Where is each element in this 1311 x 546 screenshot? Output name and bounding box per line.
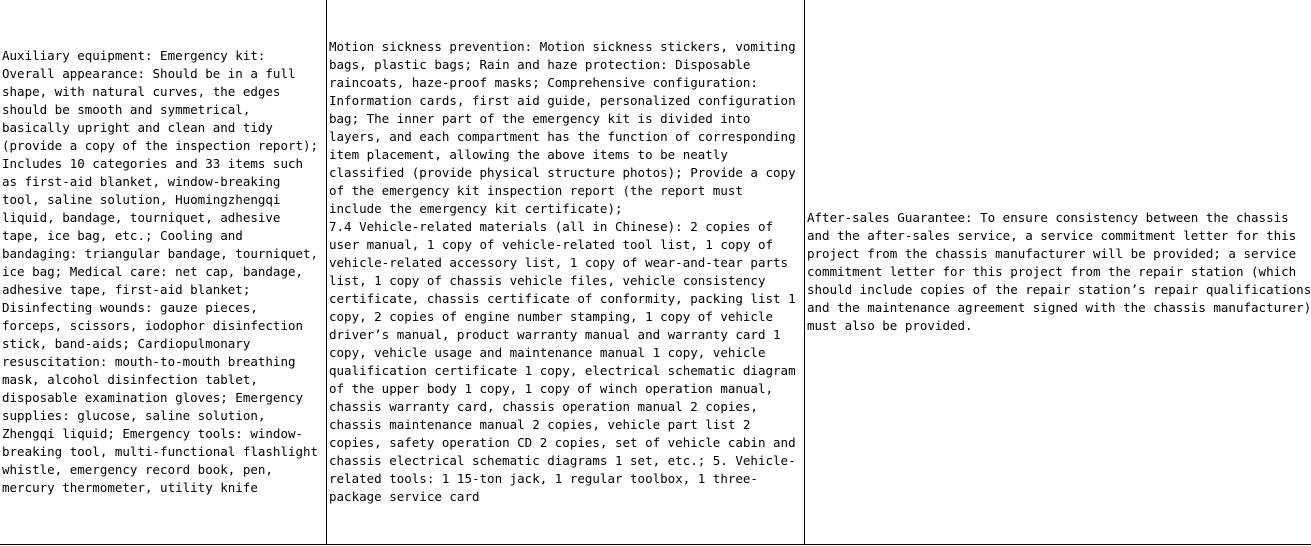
emergency-kit-cell [0,0,327,545]
emergency-kit-text: Auxiliary equipment: Emergency kit: Overall appearance: Should be in a full shape, with natural curves, the edges should be smooth and symmetrical, basically upright and clean and tidy (provide a copy of the inspection report); Includes 10 categories and 33 items such as first-aid blanket, window-breaking tool, saline solution, Huomingzhengqi liquid, bandage, tourniquet, adhesive tape, ice bag, etc.; Cooling and bandaging: triangular bandage, tourniquet, ice bag; Medical care: net cap, bandage, adhesive tape, first-aid blanket; Disinfecting wounds: gauze pieces, forceps, scissors, iodophor disinfection stick, band-aids; Cardiopulmonary resuscitation: mouth-to-mouth breathing mask, alcohol disinfection tablet, disposable examination gloves; Emergency supplies: glucose, saline solution, Zhengqi liquid; Emergency tools: window-breaking tool, multi-functional flashlight whistle, emergency record book, pen, mercury thermometer, utility knife [2,48,319,495]
vehicle-materials-text: 7.4 Vehicle-related materials (all in Chinese): 2 copies of user manual, 1 copy of vehicle-related tool list, 1 copy of vehicle-related accessory list, 1 copy of wear-and-tear parts list, 1 copy of chassis vehicle files, vehicle consistency certificate, chassis certificate of conformity, packing list 1 copy, 2 copies of engine number stamping, 1 copy of vehicle driver’s manual, product warranty manual and warranty card 1 copy, vehicle usage and maintenance manual 1 copy, vehicle qualification certificate 1 copy, electrical schematic diagram of the upper body 1 copy, 1 copy of winch operation manual, chassis warranty card, chassis operation manual 2 copies, chassis maintenance manual 2 copies, vehicle part list 2 copies, safety operation CD 2 copies, set of vehicle cabin and chassis electrical schematic diagrams 1 set, etc.; 5. Vehicle-related tools: 1 15-ton jack, 1 regular toolbox, 1 three-package service card [329,219,796,504]
vehicle-materials-cell [327,0,805,545]
after-sales-text: After-sales Guarantee: To ensure consistency between the chassis and the after-sales service, a service commitment letter for this project from the chassis manufacturer will be provided; a service commitment letter for this project from the repair station (which should include copies of the repair station’s repair qualifications and the maintenance agreement signed with the chassis manufacturer) must also be provided. [807,210,1311,333]
after-sales-cell [805,0,1311,545]
emergency-kit-continued-text: Motion sickness prevention: Motion sickness stickers, vomiting bags, plastic bags; Rain and haze protection: Disposable raincoats, haze-proof masks; Comprehensive configuration: Information cards, first aid guide, personalized configuration bag; The inner part of the emergency kit is divided into layers, and each compartment has the function of corresponding item placement, allowing the above items to be neatly classified (provide physical structure photos); Provide a copy of the emergency kit inspection report (the report must include the emergency kit certificate); [329,39,796,216]
